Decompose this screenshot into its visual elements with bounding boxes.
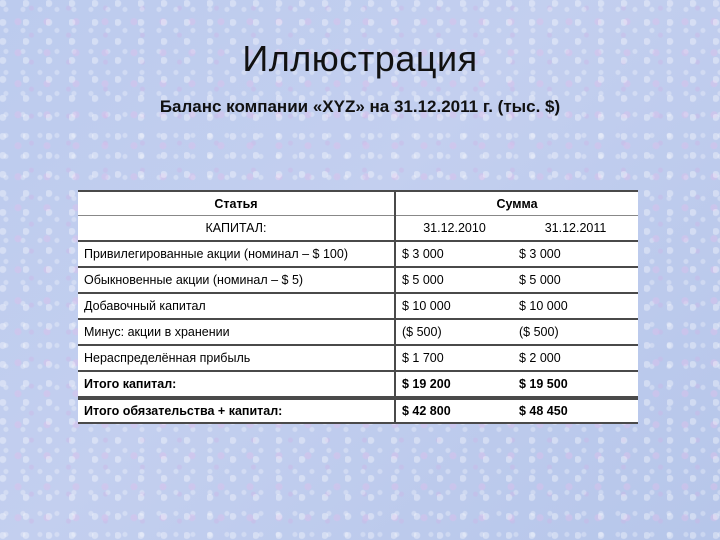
grand-total-label: Итого обязательства + капитал: <box>78 399 395 423</box>
row-value-2011: $ 5 000 <box>513 267 638 293</box>
table-header-row <box>78 191 638 216</box>
row-value-2010: $ 1 700 <box>395 345 513 371</box>
total-capital-2010: $ 19 200 <box>395 371 513 397</box>
table-row <box>78 293 638 319</box>
total-capital-label: Итого капитал: <box>78 371 395 397</box>
table-row <box>78 345 638 371</box>
header-item: Статья <box>78 191 395 216</box>
row-value-2011: ($ 500) <box>513 319 638 345</box>
row-value-2010: $ 10 000 <box>395 293 513 319</box>
balance-table <box>78 190 638 398</box>
table-row <box>78 241 638 267</box>
row-item: Минус: акции в хранении <box>78 319 395 345</box>
section-capital: КАПИТАЛ: <box>78 216 395 242</box>
header-amount: Сумма <box>395 191 638 216</box>
grand-total-row <box>78 399 638 423</box>
total-capital-row <box>78 371 638 397</box>
slide-subtitle: Баланс компании «XYZ» на 31.12.2011 г. (тыс. $) <box>159 97 561 116</box>
row-value-2011: $ 3 000 <box>513 241 638 267</box>
total-capital-2011: $ 19 500 <box>513 371 638 397</box>
grand-total-table <box>78 398 638 424</box>
row-value-2010: $ 5 000 <box>395 267 513 293</box>
row-value-2010: ($ 500) <box>395 319 513 345</box>
row-value-2010: $ 3 000 <box>395 241 513 267</box>
row-item: Добавочный капитал <box>78 293 395 319</box>
grand-total-2010: $ 42 800 <box>395 399 513 423</box>
header-date-2010: 31.12.2010 <box>395 216 513 242</box>
row-value-2011: $ 10 000 <box>513 293 638 319</box>
grand-total-2011: $ 48 450 <box>513 399 638 423</box>
header-date-2011: 31.12.2011 <box>513 216 638 242</box>
table-row <box>78 267 638 293</box>
slide-title: Иллюстрация <box>242 38 478 79</box>
table-subheader-row <box>78 216 638 242</box>
row-item: Привилегированные акции (номинал – $ 100) <box>78 241 395 267</box>
row-value-2011: $ 2 000 <box>513 345 638 371</box>
row-item: Обыкновенные акции (номинал – $ 5) <box>78 267 395 293</box>
table-row <box>78 319 638 345</box>
row-item: Нераспределённая прибыль <box>78 345 395 371</box>
